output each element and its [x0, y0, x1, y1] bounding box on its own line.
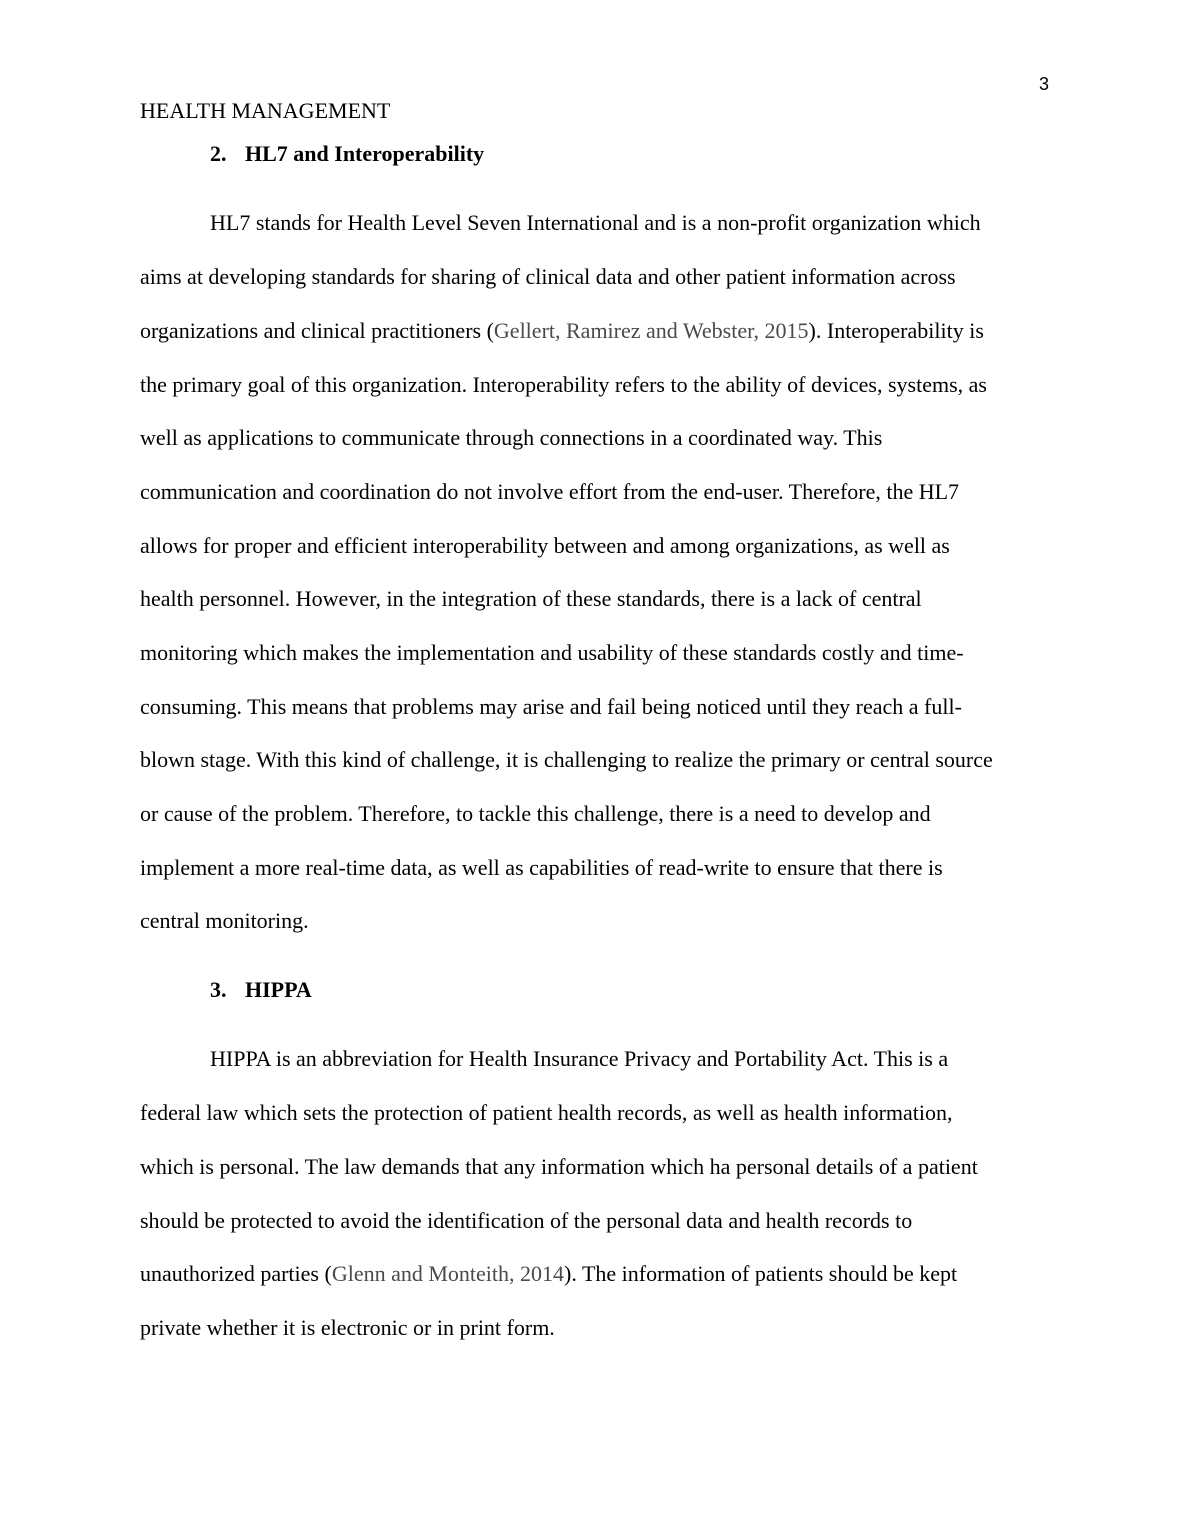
- section-2-number: 2.: [210, 141, 227, 166]
- page-number: 3: [1038, 74, 1049, 94]
- paragraph-line: monitoring which makes the implementation and usability of these standards costly and time-: [140, 640, 964, 665]
- paragraph-line: implement a more real-time data, as well as capabilities of read-write to ensure that there is: [140, 855, 943, 880]
- paragraph-line: central monitoring.: [140, 908, 309, 933]
- paragraph-line: health personnel. However, in the integration of these standards, there is a lack of central: [140, 586, 922, 611]
- section-2-title: HL7 and Interoperability: [245, 141, 485, 166]
- citation: Gellert, Ramirez and Webster, 2015: [493, 318, 809, 343]
- section-2-heading: [210, 141, 484, 167]
- line-text: ). Interoperability is: [808, 318, 984, 343]
- section-3-number: 3.: [210, 977, 227, 1002]
- paragraph-line: aims at developing standards for sharing of clinical data and other patient information across: [140, 264, 956, 289]
- citation: Glenn and Monteith, 2014: [331, 1261, 565, 1286]
- paragraph-line: communication and coordination do not involve effort from the end-user. Therefore, the HL7: [140, 479, 960, 504]
- paragraph-line: should be protected to avoid the identification of the personal data and health records to: [140, 1208, 913, 1233]
- paragraph-line: HIPPA is an abbreviation for Health Insurance Privacy and Portability Act. This is a: [210, 1046, 949, 1071]
- paragraph-line: blown stage. With this kind of challenge, it is challenging to realize the primary or central source: [140, 747, 993, 772]
- paragraph-line: [140, 318, 984, 344]
- paragraph-line: [140, 1261, 957, 1287]
- paragraph-line: federal law which sets the protection of patient health records, as well as health information,: [140, 1100, 953, 1125]
- paragraph-line: allows for proper and efficient interoperability between and among organizations, as well as: [140, 533, 950, 558]
- running-head: HEALTH MANAGEMENT: [140, 98, 391, 123]
- paragraph-line: HL7 stands for Health Level Seven International and is a non-profit organization which: [210, 210, 981, 235]
- paragraph-line: well as applications to communicate through connections in a coordinated way. This: [140, 425, 883, 450]
- line-text: unauthorized parties (: [140, 1261, 332, 1286]
- paragraph-line: private whether it is electronic or in print form.: [140, 1315, 555, 1340]
- paragraph-line: or cause of the problem. Therefore, to tackle this challenge, there is a need to develop and: [140, 801, 931, 826]
- paragraph-line: which is personal. The law demands that any information which ha personal details of a patient: [140, 1154, 978, 1179]
- paragraph-line: consuming. This means that problems may arise and fail being noticed until they reach a full-: [140, 694, 962, 719]
- paragraph-line: the primary goal of this organization. Interoperability refers to the ability of devices, systems, as: [140, 372, 987, 397]
- section-3-title: HIPPA: [245, 977, 312, 1002]
- line-text: ). The information of patients should be kept: [564, 1261, 958, 1286]
- section-3-heading: [210, 977, 312, 1003]
- line-text: organizations and clinical practitioners (: [140, 318, 494, 343]
